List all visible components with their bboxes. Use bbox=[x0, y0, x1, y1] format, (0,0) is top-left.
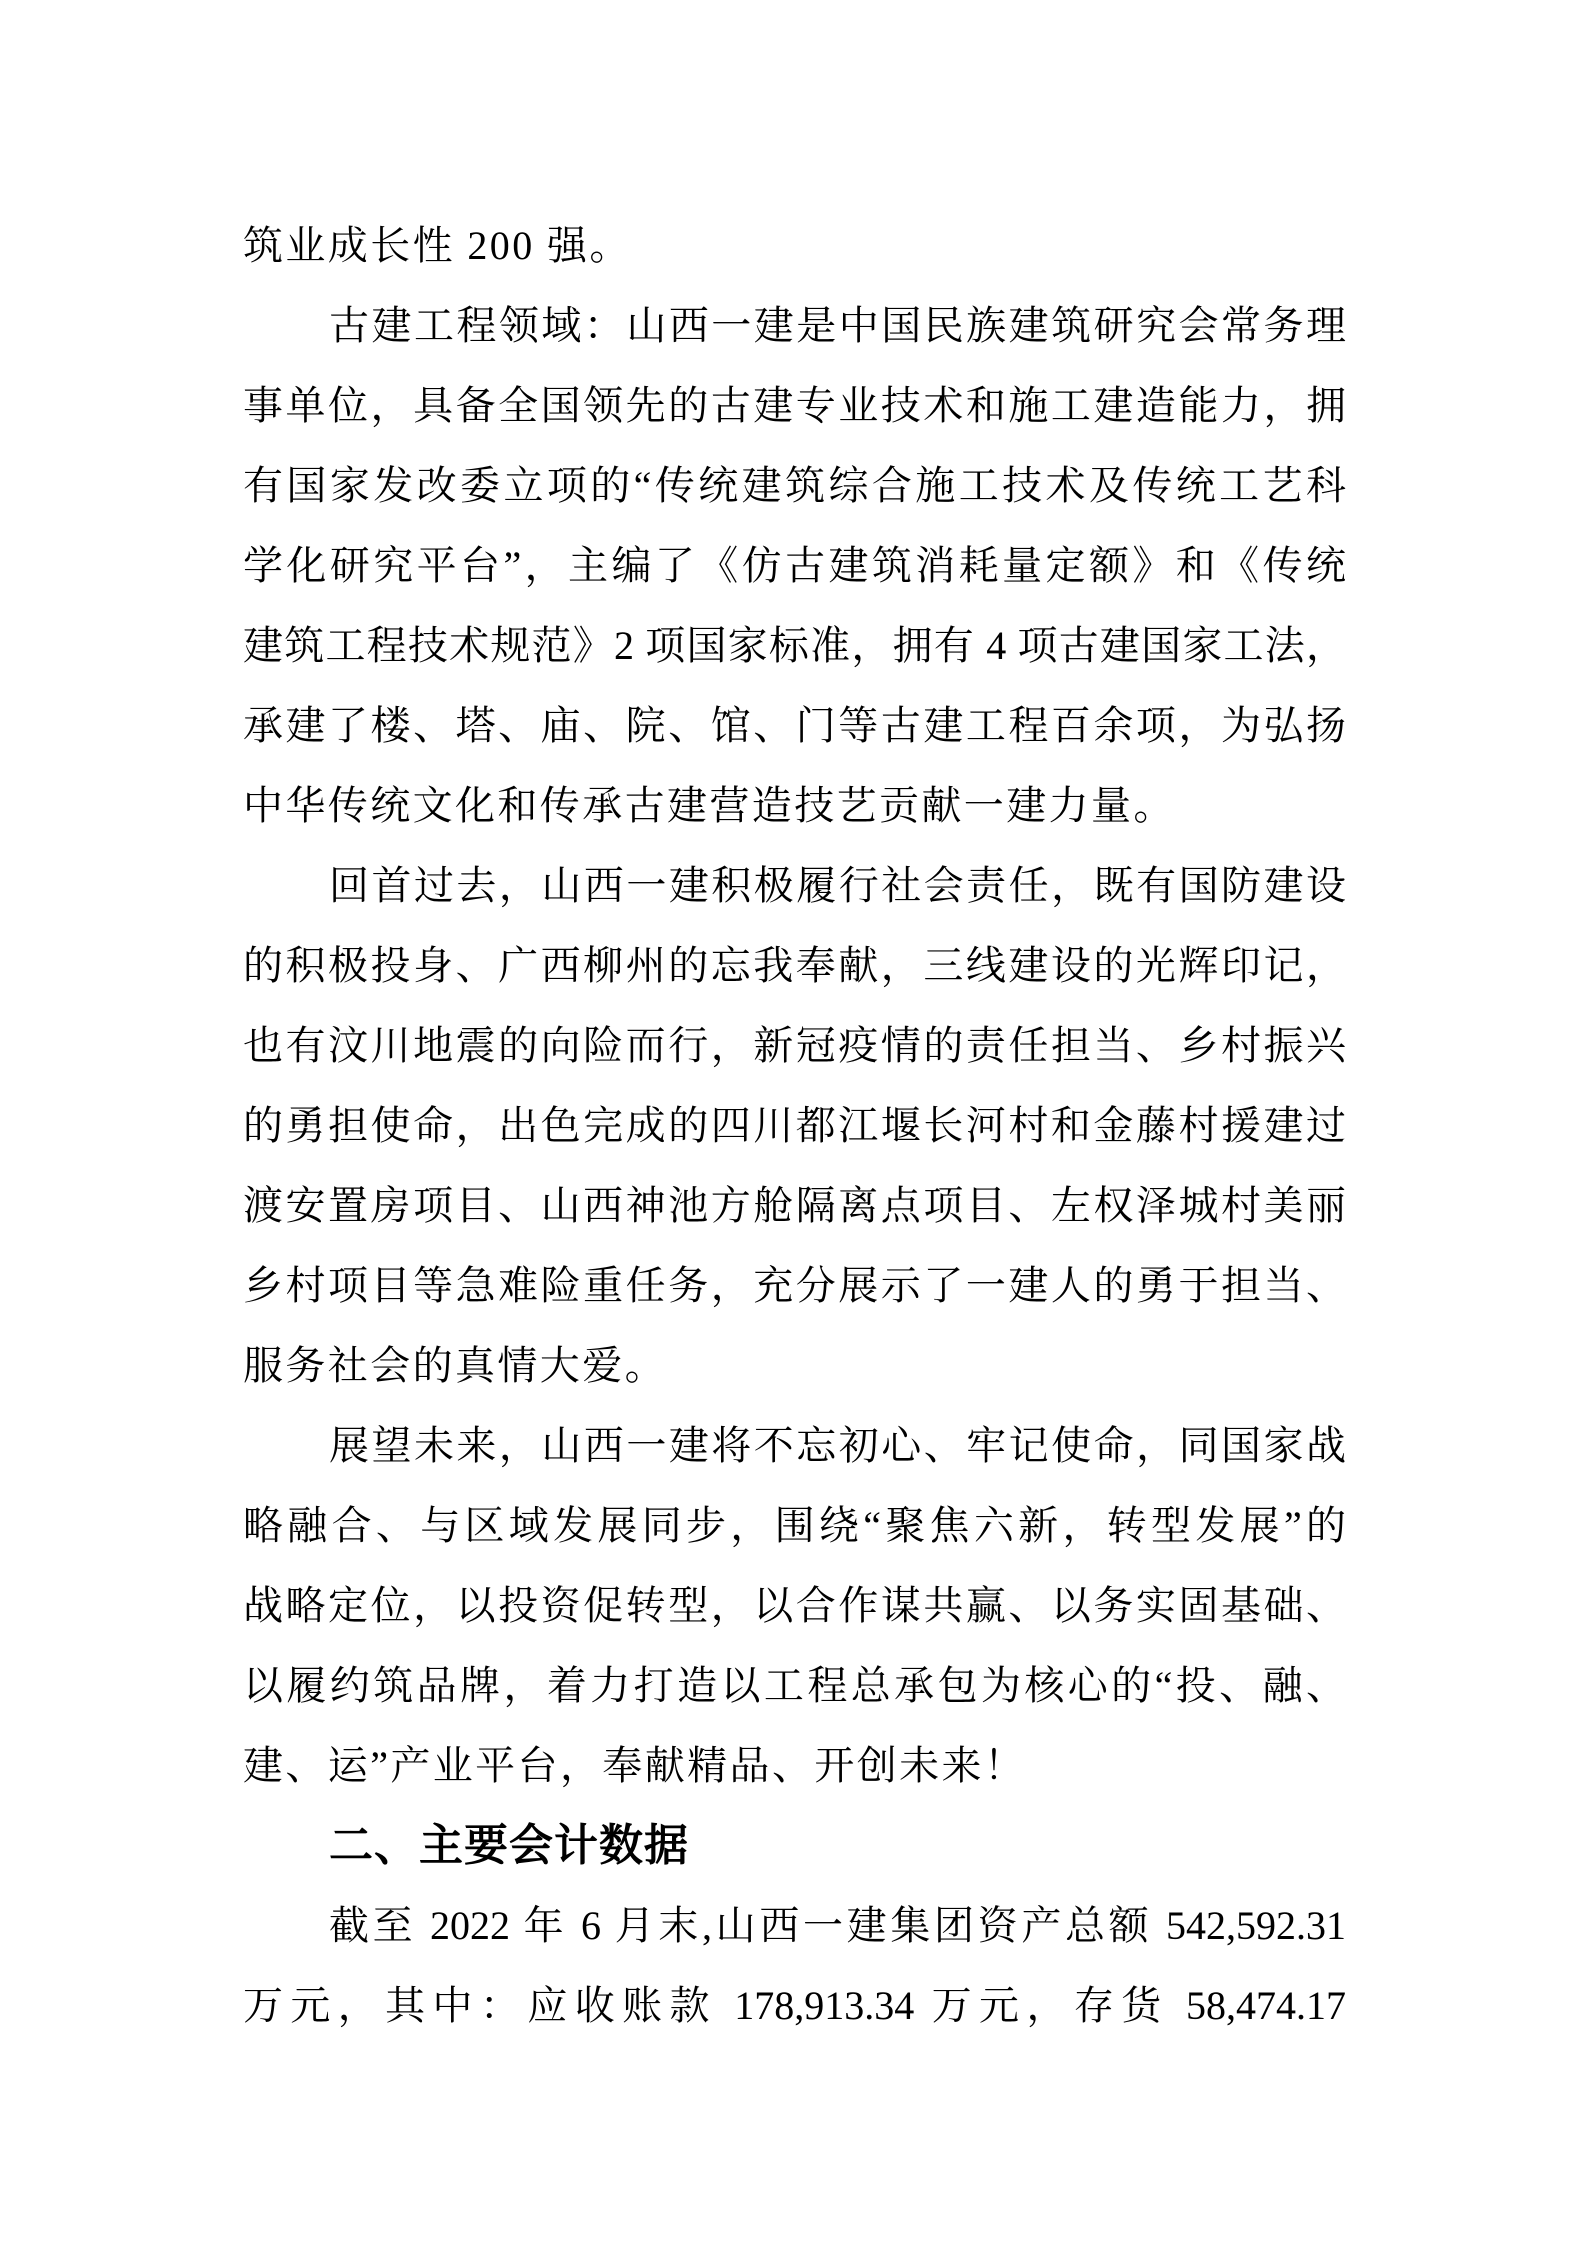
text-line: 展望未来，山西一建将不忘初心、牢记使命，同国家战 bbox=[329, 1423, 1346, 1468]
text-line: 古建工程领域：山西一建是中国民族建筑研究会常务理 bbox=[329, 303, 1346, 348]
section-heading: 二、主要会计数据 bbox=[329, 1821, 689, 1870]
text-line: 建筑工程技术规范》2 项国家标准，拥有 4 项古建国家工法， bbox=[243, 623, 1346, 668]
text-line: 的勇担使命，出色完成的四川都江堰长河村和金藤村援建过 bbox=[243, 1103, 1346, 1148]
text-line: 以履约筑品牌，着力打造以工程总承包为核心的“投、融、 bbox=[243, 1663, 1346, 1708]
text-line: 有国家发改委立项的“传统建筑综合施工技术及传统工艺科 bbox=[243, 463, 1346, 508]
text-line: 承建了楼、塔、庙、院、馆、门等古建工程百余项，为弘扬 bbox=[243, 703, 1346, 748]
text-line: 乡村项目等急难险重任务，充分展示了一建人的勇于担当、 bbox=[243, 1263, 1346, 1308]
text-line: 事单位，具备全国领先的古建专业技术和施工建造能力，拥 bbox=[243, 383, 1346, 428]
text-line: 的积极投身、广西柳州的忘我奉献，三线建设的光辉印记， bbox=[243, 943, 1346, 988]
text-line: 回首过去，山西一建积极履行社会责任，既有国防建设 bbox=[329, 863, 1346, 908]
text-line: 万元，其中：应收账款 178,913.34 万元，存货 58,474.17 bbox=[243, 1983, 1346, 2028]
text-line: 渡安置房项目、山西神池方舱隔离点项目、左权泽城村美丽 bbox=[243, 1183, 1346, 1228]
text-line: 战略定位，以投资促转型，以合作谋共赢、以务实固基础、 bbox=[243, 1583, 1346, 1628]
text-line: 截至 2022 年 6 月末,山西一建集团资产总额 542,592.31 bbox=[329, 1903, 1346, 1948]
text-line: 也有汶川地震的向险而行，新冠疫情的责任担当、乡村振兴 bbox=[243, 1023, 1346, 1068]
text-line: 略融合、与区域发展同步，围绕“聚焦六新，转型发展”的 bbox=[243, 1503, 1346, 1548]
text-line: 中华传统文化和传承古建营造技艺贡献一建力量。 bbox=[243, 783, 1176, 828]
text-line: 筑业成长性 200 强。 bbox=[243, 223, 632, 268]
text-line: 建、运”产业平台，奉献精品、开创未来！ bbox=[243, 1743, 1027, 1788]
text-line: 学化研究平台”，主编了《仿古建筑消耗量定额》和《传统 bbox=[243, 543, 1346, 588]
text-block bbox=[243, 206, 1346, 2046]
text-line: 服务社会的真情大爱。 bbox=[243, 1343, 667, 1388]
